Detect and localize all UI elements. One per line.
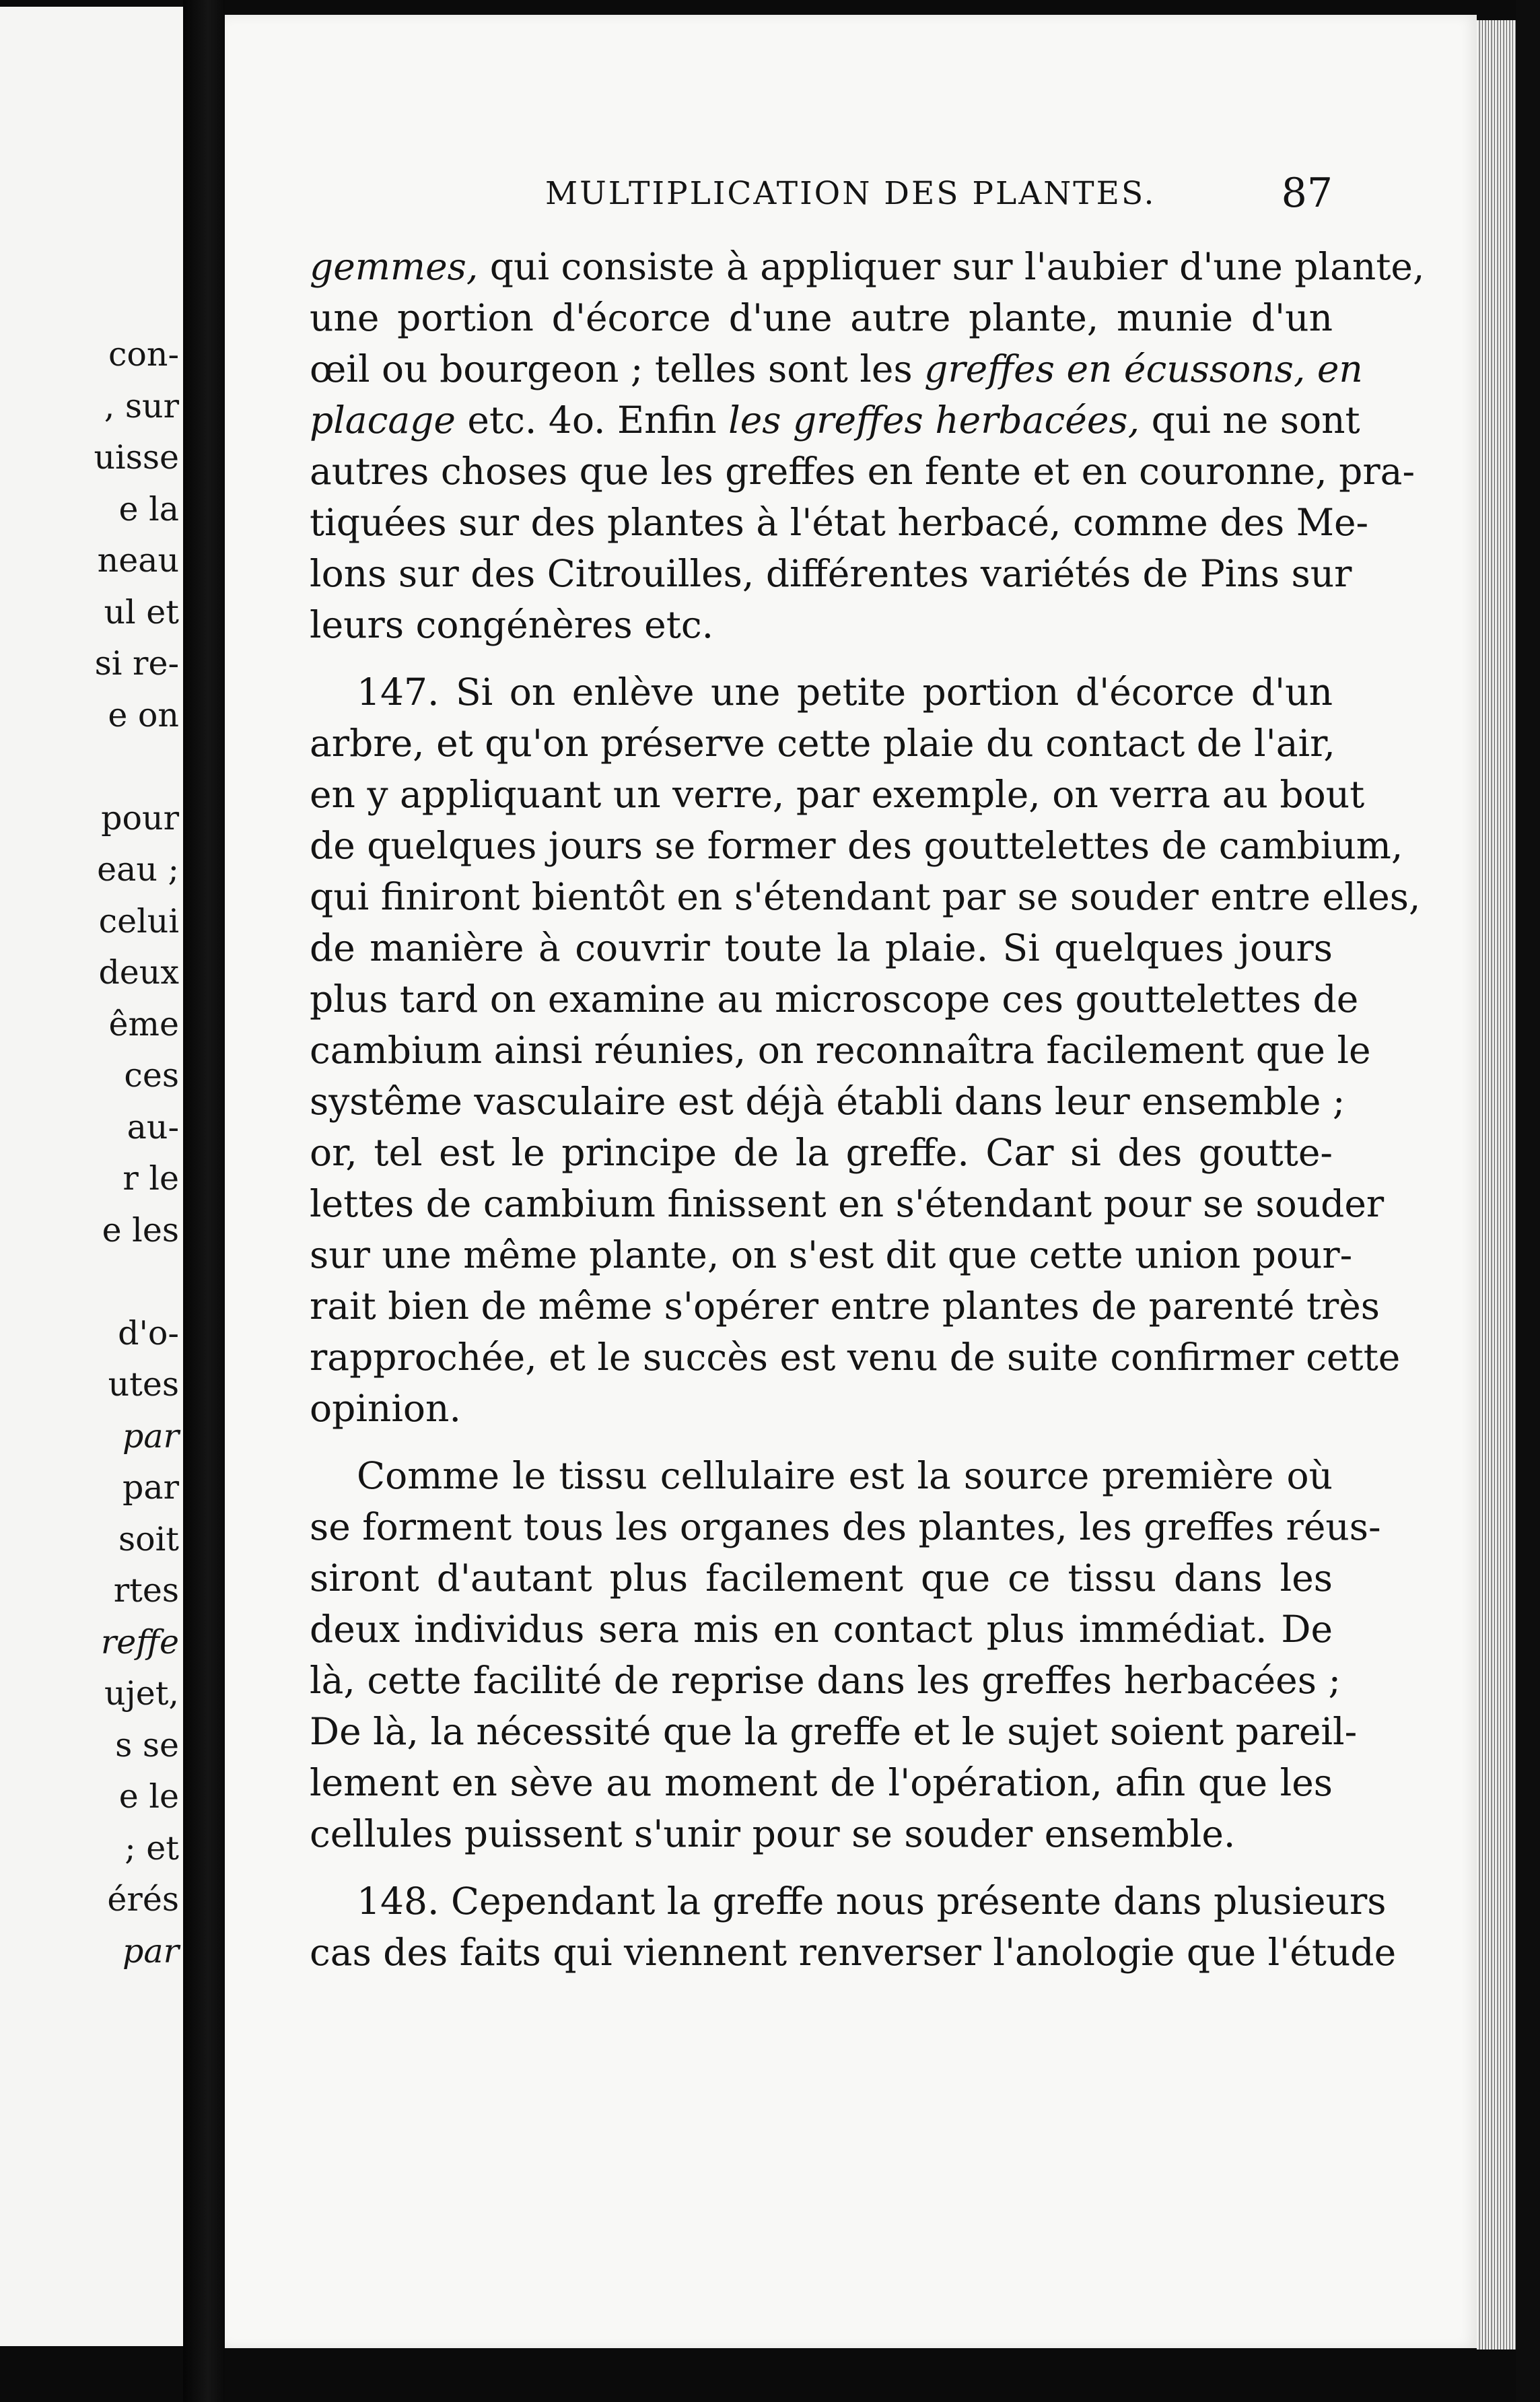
left-page-line: eau ; <box>97 850 179 889</box>
text-span: qui ne sont <box>1140 399 1360 442</box>
page-number: 87 <box>1281 170 1333 217</box>
previous-page-fragment <box>0 7 183 2346</box>
left-page-line: con- <box>108 335 179 374</box>
running-head: MULTIPLICATION DES PLANTES. <box>545 175 1156 212</box>
text-line: De là, la nécessité que la greffe et le sujet soient pareil- <box>310 1710 1358 1753</box>
text-line: arbre, et qu'on préserve cette plaie du contact de l'air, <box>310 722 1335 765</box>
text-line: rapprochée, et le succès est venu de suite confirmer cette <box>310 1336 1401 1379</box>
text-line: là, cette facilité de reprise dans les greffes herbacées ; <box>310 1659 1341 1702</box>
text-line: rait bien de même s'opérer entre plantes de parenté très <box>310 1284 1380 1328</box>
text-line: 148. Cependant la greffe nous présente dans plusieurs <box>357 1880 1387 1923</box>
text-line: autres choses que les greffes en fente et en couronne, pra- <box>310 450 1415 493</box>
text-line: opinion. <box>310 1387 461 1430</box>
page-edges <box>1477 20 1516 2349</box>
text-line: qui finiront bientôt en s'étendant par se souder entre elles, <box>310 875 1421 918</box>
text-line: Comme le tissu cellulaire est la source première où <box>357 1454 1333 1497</box>
paragraph-147 <box>310 666 1421 1434</box>
left-page-line: soit <box>118 1519 179 1558</box>
left-page-line: par <box>122 1416 179 1455</box>
left-page-line: ême <box>108 1004 179 1043</box>
text-line <box>310 394 1360 446</box>
left-page-line: utes <box>108 1365 179 1404</box>
text-line: tiquées sur des plantes à l'état herbacé, comme des Me- <box>310 501 1369 544</box>
left-page-line: d'o- <box>118 1313 179 1352</box>
left-page-line: ces <box>124 1056 179 1095</box>
right-margin-shadow <box>1516 0 1540 2402</box>
text-span: etc. 4o. Enfin <box>455 399 729 442</box>
text-span: œil ou bourgeon ; telles sont les <box>310 347 925 390</box>
paragraph-148 <box>310 1876 1397 1978</box>
paragraph-comme <box>310 1450 1381 1859</box>
text-line: systême vasculaire est déjà établi dans leur ensemble ; <box>310 1080 1345 1123</box>
left-page-line: rtes <box>113 1571 179 1610</box>
text-line: cellules puissent s'unir pour se souder ensemble. <box>310 1812 1236 1855</box>
text-line: lement en sève au moment de l'opération, afin que les <box>310 1761 1333 1804</box>
left-page-line: ujet, <box>104 1674 179 1713</box>
book-gutter <box>183 0 225 2402</box>
left-page-line: , sur <box>104 386 179 425</box>
text-line: une portion d'écorce d'une autre plante, munie d'un <box>310 296 1333 339</box>
text-line: de manière à couvrir toute la plaie. Si quelques jours <box>310 926 1333 969</box>
text-line: plus tard on examine au microscope ces gouttelettes de <box>310 977 1359 1021</box>
left-page-line: e les <box>102 1210 179 1249</box>
text-span: qui consiste à appliquer sur l'aubier d'une plante, <box>478 245 1425 288</box>
left-page-line: deux <box>98 953 179 992</box>
text-line <box>310 241 1425 292</box>
left-page-line: e la <box>118 489 179 528</box>
text-line: lons sur des Citrouilles, différentes variétés de Pins sur <box>310 552 1352 595</box>
paragraph-continuation <box>310 241 1425 650</box>
text-line <box>310 343 1363 394</box>
left-page-line: par <box>122 1931 179 1970</box>
italic-term: placage <box>310 399 456 442</box>
text-line: or, tel est le principe de la greffe. Car si des goutte- <box>310 1131 1333 1174</box>
text-line: 147. Si on enlève une petite portion d'écorce d'un <box>357 671 1333 714</box>
text-line: de quelques jours se former des gouttelettes de cambium, <box>310 824 1403 867</box>
italic-term: les greffes herbacées, <box>728 399 1140 442</box>
page-body <box>310 241 1425 1978</box>
text-line: cas des faits qui viennent renverser l'anologie que l'étude <box>310 1931 1397 1974</box>
left-page-line: neau <box>97 541 179 580</box>
left-page-line: r le <box>123 1159 179 1198</box>
text-line: sur une même plante, on s'est dit que cette union pour- <box>310 1233 1353 1276</box>
italic-term: gemmes, <box>310 245 479 288</box>
left-page-line: reffe <box>100 1622 179 1661</box>
left-page-line: pour <box>101 798 179 837</box>
left-page-line: ; et <box>125 1828 179 1867</box>
left-page-line: e le <box>118 1777 179 1816</box>
page-header <box>545 170 1333 217</box>
left-page-line: par <box>122 1468 179 1507</box>
text-line: leurs congénères etc. <box>310 603 714 646</box>
left-page-line: s se <box>115 1725 179 1764</box>
left-page-line: uisse <box>94 438 179 477</box>
text-line: cambium ainsi réunies, on reconnaîtra facilement que le <box>310 1029 1371 1072</box>
left-page-line: e on <box>108 695 179 734</box>
left-page-line: celui <box>98 901 179 940</box>
text-line: lettes de cambium finissent en s'étendant pour se souder <box>310 1182 1385 1225</box>
left-page-line: érés <box>107 1880 179 1919</box>
left-page-line: au- <box>127 1107 179 1146</box>
text-line: se forment tous les organes des plantes, les greffes réus- <box>310 1505 1381 1548</box>
left-page-line: si re- <box>94 644 179 683</box>
text-line: en y appliquant un verre, par exemple, on verra au bout <box>310 773 1365 816</box>
italic-term: greffes en écussons, en <box>924 347 1363 390</box>
text-line: siront d'autant plus facilement que ce tissu dans les <box>310 1556 1333 1600</box>
text-line: deux individus sera mis en contact plus immédiat. De <box>310 1608 1333 1651</box>
left-page-line: ul et <box>104 592 179 631</box>
